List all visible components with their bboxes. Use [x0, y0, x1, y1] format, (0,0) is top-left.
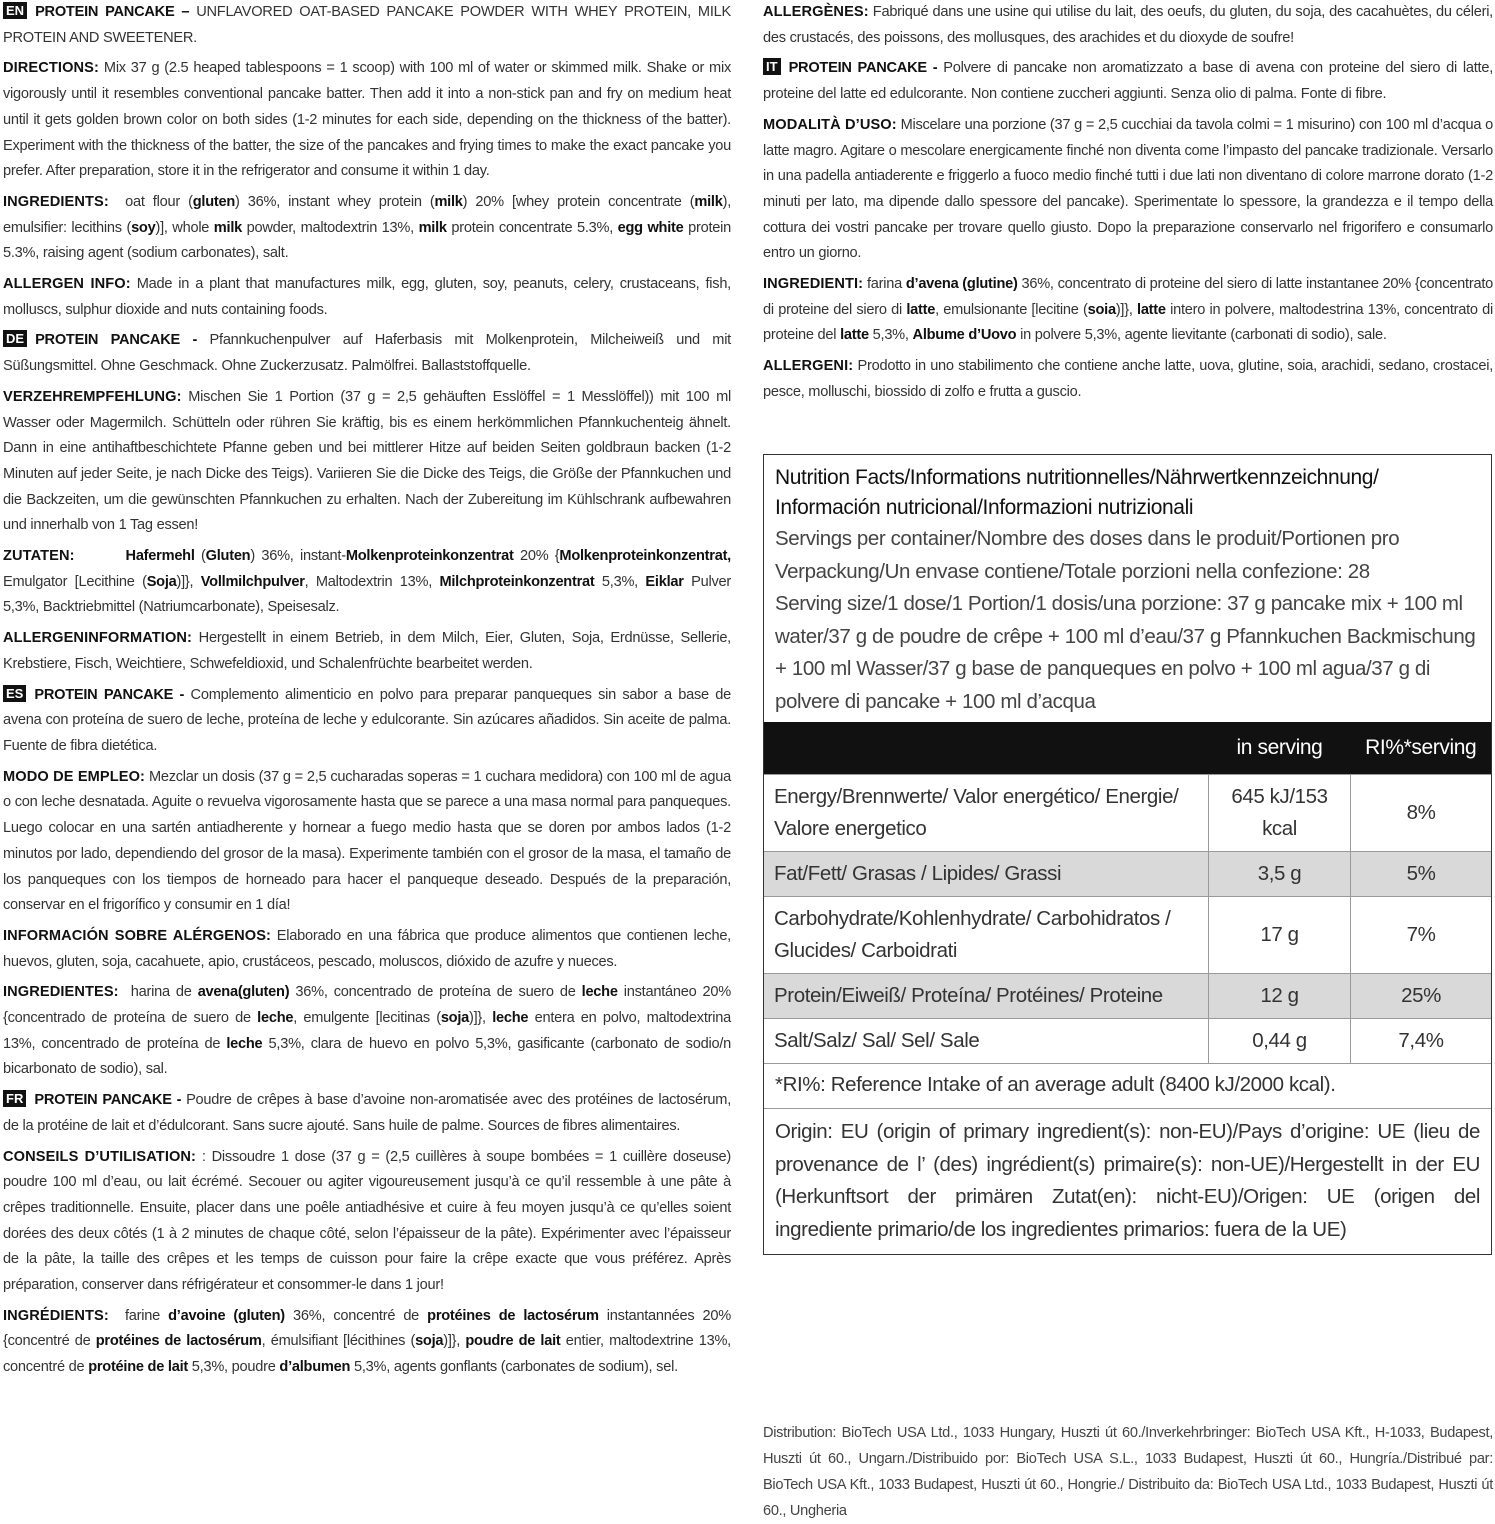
it-allergen-text: Prodotto in uno stabilimento che contiene anche latte, uova, glutine, soia, arachidi, sedano, crostacei, pesce, molluschi, biossido di zolfo e frutta a guscio. — [763, 358, 1493, 400]
lang-badge-it: IT — [763, 58, 781, 75]
ing-allergen: milk — [434, 193, 463, 210]
es-allergen-text: Elaborado en una fábrica que produce alimentos que contienen leche, huevos, gluten, soja, cacahuete, apio, crustáceos, pescado, moluscos, dióxido de azufre y nueces. — [3, 927, 731, 970]
ing-allergen: Albume d’Uovo — [912, 327, 1017, 344]
es-allergen — [3, 924, 731, 975]
it-title: PROTEIN PANCAKE - — [788, 60, 938, 77]
de-directions-label: VERZEHREMPFEHLUNG: — [3, 388, 182, 405]
ing-allergen: Molkenproteinkonzentrat, — [559, 548, 731, 565]
nutrient-value: 17 g — [1209, 897, 1351, 974]
ing-text: instantáneo 20% {concentrado de proteína de suero de — [3, 984, 732, 1027]
ing-text: )]}, — [469, 1010, 493, 1027]
ing-text: protein concentrate 5.3%, — [446, 219, 618, 236]
ing-allergen: protéine de lait — [88, 1359, 188, 1376]
ing-text: 5,3%, agents gonflants (carbonates de sodium), sel. — [350, 1359, 678, 1376]
ing-allergen: soja — [415, 1333, 444, 1350]
ing-text: 36%, concentrado de proteína de suero de — [289, 984, 582, 1001]
right-column — [763, 0, 1493, 411]
nutrition-title: Nutrition Facts/Informations nutritionnelles/Nährwertkennzeichnung/ Información nutricional/Informazioni nutrizionali — [775, 466, 1379, 519]
nutrient-value: 645 kJ/153 kcal — [1209, 775, 1351, 852]
en-allergen-text: Made in a plant that manufactures milk, egg, gluten, soy, peanuts, celery, crustaceans, fish, molluscs, sulphur dioxide and nuts containing foods. — [3, 276, 731, 318]
fr-title: PROTEIN PANCAKE - — [34, 1092, 182, 1109]
ing-text: farina — [863, 276, 906, 293]
ing-allergen: d’avoine (gluten) — [168, 1307, 285, 1324]
ing-text: ) 36%, instant whey protein ( — [235, 193, 435, 210]
ing-allergen: Molkenproteinkonzentrat — [345, 548, 514, 565]
en-directions-text: Mix 37 g (2.5 heaped tablespoons = 1 scoop) with 100 ml of water or skimmed milk. Shake or mix vigorously until it resembles conventional pancake batter. Then add it into a non-stick pan and fry on medium heat until it gets golden brown color on both sides (1-2 minutes for each side, depending on the thickness of the batter). Experiment with the thickness of the batter, the size of the pancakes and frying times to make the exact pancake you prefer. After preparation, store it in the refrigerator and consume it within 1 day. — [3, 60, 731, 180]
en-ingredients-label: INGREDIENTS: — [3, 193, 109, 210]
nutrient-ri: 7,4% — [1351, 1019, 1492, 1064]
ing-text: 5,3%, poudre — [187, 1359, 280, 1376]
en-ingredients — [3, 190, 731, 267]
es-allergen-label: INFORMACIÓN SOBRE ALÉRGENOS: — [3, 927, 272, 944]
ing-allergen: leche — [492, 1010, 529, 1027]
fr-directions-label: CONSEILS D’UTILISATION: — [3, 1148, 197, 1165]
en-allergen — [3, 272, 731, 323]
ing-text: 36%, concentrato di proteine del siero di latte instantanee 20% {concentrato di proteine del siero di — [763, 276, 1493, 318]
en-intro — [3, 0, 731, 51]
en-title: PROTEIN PANCAKE – — [35, 4, 190, 20]
ing-allergen: leche — [581, 984, 618, 1001]
it-directions-text: Miscelare una porzione (37 g = 2,5 cucchiai da tavola colmi = 1 misurino) con 100 ml d’acqua o latte magro. Agitare o mescolare energicamente finché non diventa come l’impasto del pancake tradizionale. Versarlo in una padella antiaderente e friggerlo a fuoco medio finché tutti i due lati non diventano di colore marrone dorato (1-2 minuti per lato, ma dipende dallo spessore del pancake). Sperimentate lo spessore, la grandezza e il tempo della cottura dei vostri pancake per trovare quello giusto. Dopo la preparazione conservarlo nel frigorifero e consumarlo entro un giorno. — [763, 116, 1493, 262]
de-ingredients — [3, 544, 731, 621]
it-directions — [763, 113, 1493, 267]
ing-text: ) 36%, instant- — [250, 548, 346, 565]
lang-badge-fr: FR — [3, 1090, 26, 1107]
ing-text: , Maltodextrin 13%, — [304, 573, 440, 590]
es-title: PROTEIN PANCAKE - — [34, 686, 185, 703]
nutrient-value: 3,5 g — [1209, 852, 1351, 897]
fr-ingredients — [3, 1304, 731, 1381]
ing-allergen: protéines de lactosérum — [95, 1333, 262, 1350]
ing-allergen: avena(gluten) — [197, 984, 290, 1001]
ing-text: farine — [125, 1307, 169, 1324]
ing-text: , emulgente [lecitinas ( — [293, 1010, 441, 1027]
nutrient-name: Salt/Salz/ Sal/ Sel/ Sale — [764, 1019, 1209, 1064]
ing-allergen: latte — [1137, 301, 1166, 318]
de-allergen — [3, 626, 731, 677]
ing-text: ( — [194, 548, 206, 565]
de-directions — [3, 385, 731, 539]
ing-allergen: soja — [440, 1010, 470, 1027]
en-directions — [3, 56, 731, 185]
serving-size: Serving size/1 dose/1 Portion/1 dosis/una porzione: 37 g pancake mix + 100 ml water/37 g de poudre de crêpe + 100 ml d’eau/37 g Pfannkuchen Backmischung + 100 ml Wasser/37 g base de panqueques en polvo + 100 ml agua/37 g di polvere di pancake + 100 ml d’acqua — [775, 592, 1476, 713]
de-intro — [3, 328, 731, 379]
nutrient-name: Energy/Brennwerte/ Valor energético/ Energie/ Valore energetico — [764, 775, 1209, 852]
fr-ingredients-label: INGRÉDIENTS: — [3, 1307, 109, 1324]
distribution-text: Distribution: BioTech USA Ltd., 1033 Hungary, Huszti út 60./Inverkehrbringer: BioTech USA Kft., H-1033, Budapest, Huszti út 60., Ungarn./Distribuido por: BioTech USA S.L., 1033 Budapest, Huszti út 60., Hungría./Distribué par: BioTech USA Kft., 1033 Budapest, Huszti út 60., Hongrie./ Distribuito da: BioTech USA Ltd., 1033 Budapest, Huszti út 60., Ungheria — [763, 1425, 1493, 1519]
ing-allergen: leche — [257, 1010, 294, 1027]
en-directions-label: DIRECTIONS: — [3, 60, 99, 77]
ing-text: ), emulsifier: lecithins ( — [3, 193, 731, 236]
ing-text: , émulsifiant [lécithines ( — [261, 1333, 416, 1350]
en-description: UNFLAVORED OAT-BASED PANCAKE POWDER WITH WHEY PROTEIN, MILK PROTEIN AND SWEETENER. — [3, 4, 731, 46]
fr-directions — [3, 1145, 731, 1299]
de-title: PROTEIN PANCAKE - — [35, 332, 198, 349]
ing-text: in polvere 5,3%, agente lievitante (carbonati di sodio), sale. — [1016, 327, 1387, 344]
ing-text: ) 20% [whey protein concentrate ( — [462, 193, 695, 210]
es-intro — [3, 683, 731, 760]
table-row — [764, 775, 1491, 852]
it-ingredients-label: INGREDIENTI: — [763, 276, 864, 293]
ing-allergen: milk — [213, 219, 242, 236]
lang-badge-de: DE — [3, 330, 27, 347]
ri-footnote: *RI%: Reference Intake of an average adult (8400 kJ/2000 kcal). — [764, 1063, 1491, 1108]
ing-allergen: protéines de lactosérum — [427, 1307, 599, 1324]
de-allergen-label: ALLERGENINFORMATION: — [3, 630, 192, 647]
ing-allergen: d’albumen — [279, 1359, 351, 1376]
fr-allergen-label: ALLERGÈNES: — [763, 4, 869, 20]
nutrition-table-header — [764, 722, 1491, 775]
ing-text: )]}, — [1115, 301, 1138, 318]
lang-badge-es: ES — [3, 685, 26, 702]
ing-text: )]}, — [176, 573, 201, 590]
it-directions-label: MODALITÀ D’USO: — [763, 116, 897, 133]
ing-allergen: Vollmilchpulver — [200, 573, 305, 590]
ing-allergen: Hafermehl — [125, 548, 195, 565]
ing-allergen: latte — [906, 301, 936, 318]
ing-allergen: latte — [840, 327, 869, 344]
en-allergen-label: ALLERGEN INFO: — [3, 276, 131, 293]
ing-text: , emulsionante [lecitine ( — [935, 301, 1088, 318]
ing-allergen: gluten — [192, 193, 235, 210]
nutrient-ri: 5% — [1351, 852, 1492, 897]
ing-text: 5,3%, — [868, 327, 913, 344]
ing-text: instantannées 20% {concentré de — [3, 1307, 731, 1350]
it-description: Polvere di pancake non aromatizzato a base di avena con proteine del siero di latte, proteine del latte ed edulcorante. Non contiene zuccheri aggiunti. Senza olio di palma. Fonte di fibre. — [763, 60, 1494, 103]
fr-allergen — [763, 0, 1493, 51]
col-ri-serving: RI%*serving — [1351, 722, 1492, 775]
it-intro — [763, 56, 1493, 107]
table-row — [764, 974, 1491, 1019]
table-row — [764, 852, 1491, 897]
es-ingredients — [3, 980, 731, 1083]
ing-allergen: milk — [694, 193, 723, 210]
ing-text: )], whole — [155, 219, 214, 236]
it-ingredients — [763, 272, 1493, 349]
ing-allergen: Eiklar — [645, 573, 684, 590]
fr-directions-text: : Dissoudre 1 dose (37 g = (2,5 cuillères à soupe bombées = 1 cuillère doseuse) poudre 100 ml d’eau, ou lait écrémé. Secouer ou agiter vigoureusement jusqu’à ce qu’il ressemble à une pâte à crêpes traditionnelle. Ensuite, placer dans une poêle antiadhésive et cuire à feu moyen jusqu’à ce qu’elles soient dorées des deux côtés (1 à 2 minutes de chaque côté, selon l’épaisseur de la pâte). Expérimenter avec l’épaisseur de la pâte, la taille des crêpes et les temps de cuisson pour faire la crêpe exacte que vous préférez. Après préparation, conserver dans réfrigérateur et consommer-le dans 1 jour! — [3, 1148, 732, 1294]
es-ingredients-label: INGREDIENTES: — [3, 984, 119, 1001]
ing-allergen: Soja — [146, 573, 177, 590]
es-directions-label: MODO DE EMPLEO: — [3, 768, 146, 785]
nutrient-ri: 25% — [1351, 974, 1492, 1019]
de-allergen-text: Hergestellt in einem Betrieb, in dem Milch, Eier, Gluten, Soja, Erdnüsse, Sellerie, Krebstiere, Fisch, Weichtiere, Schwefeldioxid, und Schalenfrüchte bearbeitet werden. — [3, 630, 731, 672]
col-in-serving: in serving — [1209, 722, 1351, 775]
ing-text: 36%, concentré de — [284, 1307, 428, 1324]
ing-text: entera en polvo, maltodextrina 13%, concentrado de proteína de — [3, 1010, 731, 1052]
nutrition-header — [764, 455, 1491, 722]
nutrient-ri: 8% — [1351, 775, 1492, 852]
ing-allergen: soy — [131, 219, 156, 236]
ing-allergen: leche — [226, 1035, 263, 1052]
lang-badge-en: EN — [3, 2, 27, 19]
ing-allergen: Milchproteinkonzentrat — [439, 573, 595, 590]
nutrient-name: Fat/Fett/ Grasas / Lipides/ Grassi — [764, 852, 1209, 897]
nutrient-header-blank — [764, 722, 1209, 775]
ing-allergen: soia — [1087, 301, 1116, 318]
ing-text: intero in polvere, maltodestrina 13%, concentrato di proteine del — [763, 301, 1494, 344]
ing-allergen: d’avena (glutine) — [905, 276, 1018, 293]
nutrient-ri: 7% — [1351, 897, 1492, 974]
ing-text: 20% { — [513, 548, 560, 565]
ing-text: oat flour ( — [125, 193, 193, 210]
ing-text: Pulver 5,3%, Backtriebmittel (Natriumcarbonate), Speisesalz. — [3, 573, 731, 616]
es-description: Complemento alimenticio en polvo para preparar panqueques sin sabor a base de avena con proteína de suero de leche, proteína de leche y edulcorante. Sin azúcares añadidos. Sin aceite de palma. Fuente de fibra dietética. — [3, 686, 732, 754]
ing-text: entier, maltodextrine 13%, concentré de — [3, 1333, 731, 1376]
ing-text: harina de — [130, 984, 198, 1001]
de-description: Pfannkuchenpulver auf Haferbasis mit Molkenprotein, Milcheiweiß und mit Süßungsmittel. Ohne Geschmack. Ohne Zuckerzusatz. Palmölfrei. Ballaststoffquelle. — [3, 332, 731, 375]
left-column — [3, 0, 731, 1386]
es-directions-text: Mezclar un dosis (37 g = 2,5 cucharadas soperas = 1 cuchara medidora) con 100 ml de agua o con leche desnatada. Aguite o revuelva vigorosamente hasta que se parece a una masa normal para panqueques. Luego colocar en una sartén antiadherente y hornear a fuego medio hasta que se doren por ambos lados (1-2 minutos por lado, dependiendo del grosor de la masa). Experimente también con el grosor de la masa, el tamaño de los panqueques con los tiempos de horneado para hacer el panqueque deseado. Después de la preparación, conservar en el frigorífico y consumir en 1 día! — [3, 768, 731, 914]
it-allergen-label: ALLERGENI: — [763, 358, 854, 375]
table-row — [764, 897, 1491, 974]
ing-text: )]}, — [443, 1333, 466, 1350]
ing-text: Emulgator [Lecithine ( — [3, 573, 147, 590]
servings-per-container: Servings per container/Nombre des doses dans le produit/Portionen pro Verpackung/Un envase contiene/Totale porzioni nella confezione: 28 — [775, 527, 1400, 583]
nutrient-name: Carbohydrate/Kohlenhydrate/ Carbohidratos / Glucides/ Carboidrati — [764, 897, 1209, 974]
nutrient-name: Protein/Eiweiß/ Proteína/ Protéines/ Proteine — [764, 974, 1209, 1019]
ing-text: powder, maltodextrin 13%, — [242, 219, 419, 236]
table-row — [764, 1019, 1491, 1064]
ing-allergen: Gluten — [205, 548, 251, 565]
ing-text: 5,3%, — [594, 573, 646, 590]
fr-intro — [3, 1088, 731, 1139]
ing-allergen: milk — [418, 219, 447, 236]
nutrient-value: 12 g — [1209, 974, 1351, 1019]
nutrition-table — [764, 722, 1491, 1063]
fr-description: Poudre de crêpes à base d’avoine non-aromatisée avec des protéines de lactosérum, de la protéine de lait et d’édulcorant. Sans sucre ajouté. Sans huile de palme. Sources de fibres alimentaires. — [3, 1092, 732, 1134]
fr-allergen-text: Fabriqué dans une usine qui utilise du lait, des oeufs, du gluten, du soja, des cacahuètes, du céleri, des crustacés, des poissons, des mollusques, des arachides et du dioxyde de soufre! — [763, 4, 1493, 46]
ing-text: protein 5.3%, raising agent (sodium carbonates), salt. — [3, 219, 731, 262]
es-directions — [3, 765, 731, 919]
ing-text: 5,3%, clara de huevo en polvo 5,3%, gasificante (carbonato de sodio/n bicarbonato de sodio), sal. — [3, 1035, 731, 1078]
ing-allergen: poudre de lait — [465, 1333, 561, 1350]
de-directions-text: Mischen Sie 1 Portion (37 g = 2,5 gehäuften Esslöffel = 1 Messlöffel)) mit 100 ml Wasser oder Magermilch. Schütteln oder rühren Sie kräftig, bis es einem herkömmlichen Pfannkuchenteig ähnelt. Dann in eine antihaftbeschichtete Pfanne geben und bei mittlerer Hitze auf beiden Seiten goldbraun backen (1-2 Minuten auf jeder Seite, je nach Dicke des Teigs). Variieren Sie die Dicke des Teigs, die Größe der Pfannkuchen und die Backzeiten, um die gewünschten Pfannkuchen zu erhalten. Nach der Zubereitung im Kühlschrank aufbewahren und innerhalb von 1 Tag essen! — [3, 388, 731, 534]
origin-statement: Origin: EU (origin of primary ingredient(s): non-EU)/Pays d’origine: UE (lieu de provenance de l’ (des) ingrédient(s) primaire(s): non-UE)/Hergestellt in der EU (Herkunftsort der primären Zutat(en): nicht-EU)/Origen: UE (origen del ingrediente primario/de los ingredientes primarios: fuera de la UE) — [764, 1108, 1491, 1254]
ing-allergen: egg white — [617, 219, 684, 236]
it-allergen — [763, 354, 1493, 405]
nutrient-value: 0,44 g — [1209, 1019, 1351, 1064]
nutrition-facts-panel — [763, 454, 1492, 1255]
de-ingredients-label: ZUTATEN: — [3, 548, 75, 565]
